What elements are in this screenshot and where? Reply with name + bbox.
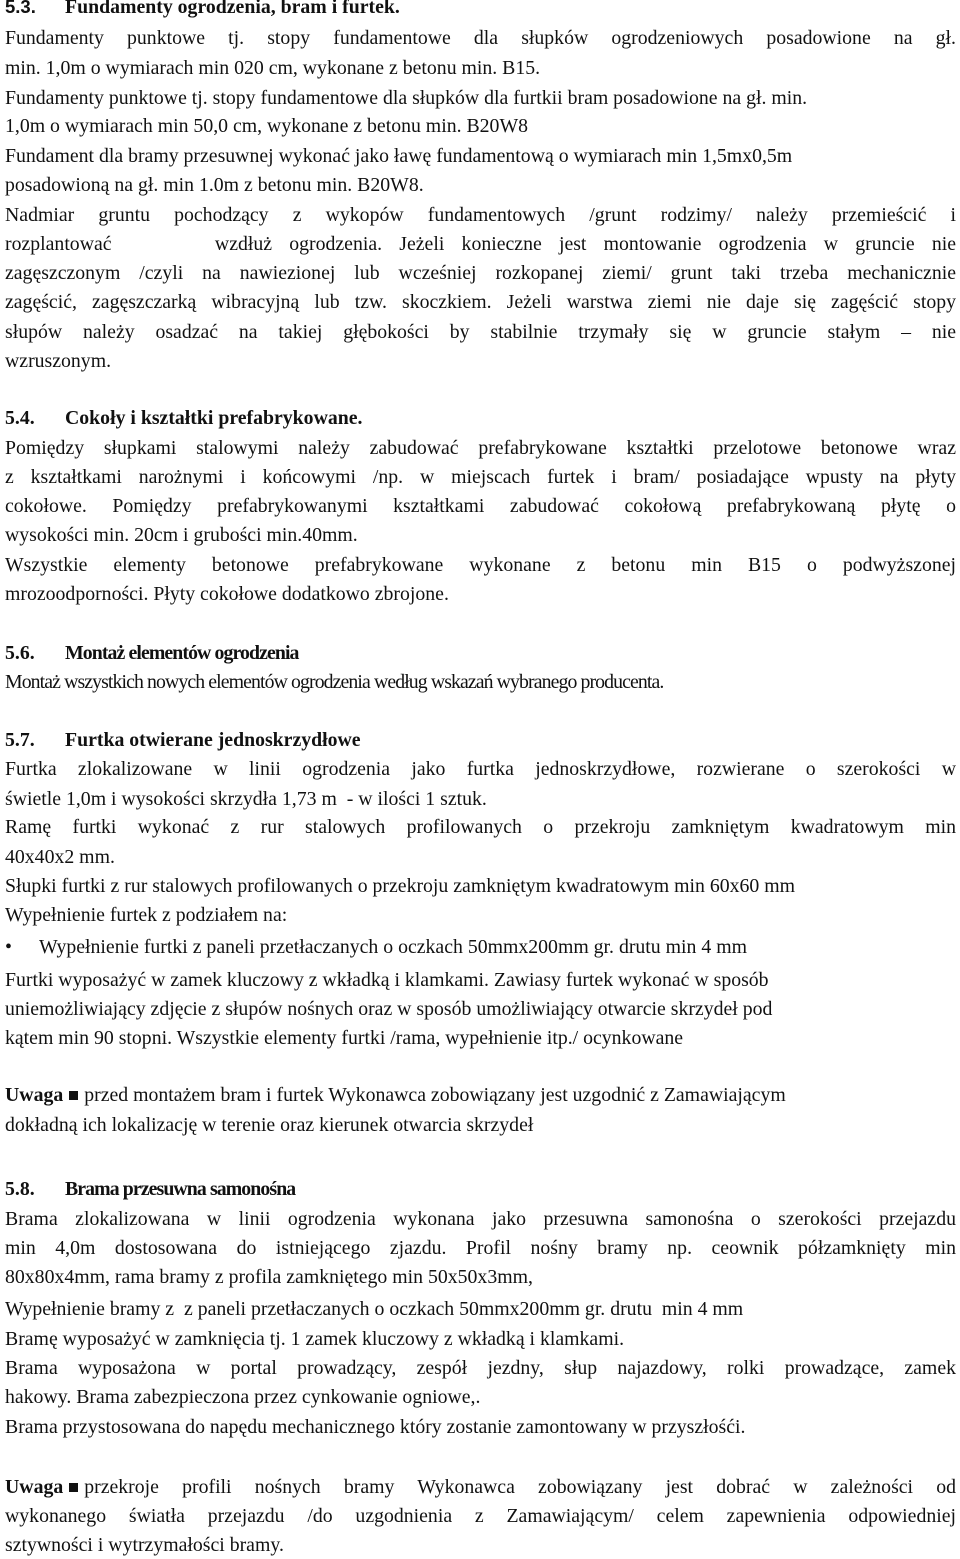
note-label: Uwaga	[5, 1476, 64, 1498]
paragraph-line: Brama wyposażona w portal prowadzący, zespół jezdny, słup najazdowy, rolki prowadzące, zamek	[5, 1357, 956, 1379]
bullet-item	[5, 934, 956, 961]
paragraph-line: mrozoodporności. Płyty cokołowe dodatkowo zbrojone.	[5, 583, 449, 605]
note-line: sztywności i wytrzymałości bramy.	[5, 1534, 284, 1556]
paragraph-line: z kształtkami narożnymi i końcowymi /np. w miejscach furtek i bram/ posiadające wpusty na płyty	[5, 466, 956, 488]
paragraph-line: Brama przystosowana do napędu mechanicznego który zostanie zamontowany w przyszłośći.	[5, 1416, 746, 1438]
paragraph-line: Wypełnienie furtek z podziałem na:	[5, 904, 288, 926]
paragraph-line: Wypełnienie bramy z z paneli przetłaczanych o oczkach 50mmx200mm gr. drutu min 4 mm	[5, 1298, 744, 1320]
note-line: dokładną ich lokalizację w terenie oraz kierunek otwarcia skrzydeł	[5, 1114, 534, 1136]
section-5-7-heading	[5, 727, 956, 754]
paragraph-line: Montaż wszystkich nowych elementów ogrodzenia według wskazań wybranego producenta.	[5, 671, 664, 693]
paragraph-line: Furtki wyposażyć w zamek kluczowy z wkładką i klamkami. Zawiasy furtek wykonać w sposób	[5, 969, 769, 991]
note-text: przed montażem bram i furtek Wykonawca zobowiązany jest uzgodnić z Zamawiającym	[84, 1084, 786, 1106]
paragraph-line: świetle 1,0m i wysokości skrzydła 1,73 m - w ilości 1 sztuk.	[5, 788, 487, 810]
paragraph-line: posadowioną na gł. min 1.0m z betonu min. B20W8.	[5, 174, 424, 196]
section-title: Fundamenty ogrodzenia, bram i furtek.	[65, 0, 400, 18]
paragraph-line: Furtka zlokalizowane w linii ogrodzenia jako furtka jednoskrzydłowe, rozwierane o szerokości w	[5, 758, 956, 780]
paragraph-line: Brama zlokalizowana w linii ogrodzenia wykonana jako przesuwna samonośna o szerokości przejazdu	[5, 1208, 956, 1230]
section-5-8-heading	[5, 1176, 956, 1203]
note-label: Uwaga	[5, 1084, 64, 1106]
section-number: 5.7.	[5, 729, 35, 751]
section-title: Montaż elementów ogrodzenia	[65, 642, 299, 664]
section-5-4-heading	[5, 405, 956, 432]
square-bullet-icon	[69, 1483, 78, 1492]
paragraph-line: Fundamenty punktowe tj. stopy fundamentowe dla słupków dla furtkii bram posadowione na gł. min.	[5, 87, 808, 109]
section-5-6-heading	[5, 640, 956, 667]
section-number: 5.4.	[5, 407, 35, 429]
paragraph-line: Pomiędzy słupkami stalowymi należy zabudować prefabrykowane kształtki przelotowe betonowe wraz	[5, 437, 956, 459]
paragraph-line: wzruszonym.	[5, 350, 112, 372]
square-bullet-icon	[69, 1091, 78, 1100]
paragraph-line: Słupki furtki z rur stalowych profilowanych o przekroju zamkniętym kwadratowym min 60x60 mm	[5, 875, 795, 897]
section-number: 5.8.	[5, 1178, 35, 1200]
paragraph-line: kątem min 90 stopni. Wszystkie elementy furtki /rama, wypełnienie itp./ ocynkowane	[5, 1027, 684, 1049]
paragraph-line: słupów należy osadzać na takiej głębokości by stabilnie trzymały się w gruncie stałym – nie	[5, 321, 956, 343]
paragraph-line: Bramę wyposażyć w zamknięcia tj. 1 zamek kluczowy z wkładką i klamkami.	[5, 1328, 625, 1350]
paragraph-line: cokołowe. Pomiędzy prefabrykowanymi kształtkami zabudować cokołową prefabrykowaną płytę o	[5, 495, 956, 517]
note-line: wykonanego światła przejazdu /do uzgodnienia z Zamawiającym/ celem zapewnienia odpowiedniej	[5, 1505, 956, 1527]
paragraph-line: zagęścić, zagęszczarką wibracyjną lub tzw. skoczkiem. Jeżeli warstwa ziemi nie daje się zagęścić stopy	[5, 291, 956, 313]
paragraph-line: zagęszczonym /czyli na nawiezionej lub wcześniej rozkopanej ziemi/ grunt taki trzeba mechanicznie	[5, 262, 956, 284]
section-title: Furtka otwierane jednoskrzydłowe	[65, 729, 361, 751]
bullet-icon: •	[5, 936, 12, 958]
paragraph-line: wysokości min. 20cm i grubości min.40mm.	[5, 524, 358, 546]
paragraph-line: Fundamenty punktowe tj. stopy fundamentowe dla słupków ogrodzeniowych posadowione na gł.	[5, 27, 956, 49]
note-line	[5, 1082, 956, 1109]
paragraph-line: Fundament dla bramy przesuwnej wykonać jako ławę fundamentową o wymiarach min 1,5mx0,5m	[5, 145, 793, 167]
section-title: Cokoły i kształtki prefabrykowane.	[65, 407, 363, 429]
section-number: 5.6.	[5, 642, 35, 664]
section-title: Brama przesuwna samonośna	[65, 1178, 296, 1200]
paragraph-line: Wszystkie elementy betonowe prefabrykowane wykonane z betonu min B15 o podwyższonej	[5, 554, 956, 576]
section-5-3-heading	[5, 0, 956, 21]
paragraph-line: Nadmiar gruntu pochodzący z wykopów fundamentowych /grunt rodzimy/ należy przemieścić i	[5, 204, 956, 226]
note-text: przekroje profili nośnych bramy Wykonawca zobowiązany jest dobrać w zależności od	[84, 1476, 956, 1498]
paragraph-line: 80x80x4mm, rama bramy z profila zamkniętego min 50x50x3mm,	[5, 1266, 533, 1288]
note-line	[5, 1474, 956, 1501]
section-number: 5.3.	[5, 0, 36, 17]
paragraph-line: uniemożliwiający zdjęcie z słupów nośnych oraz w sposób umożliwiający otwarcie skrzydeł pod	[5, 998, 773, 1020]
paragraph-line: 1,0m o wymiarach min 50,0 cm, wykonane z betonu min. B20W8	[5, 115, 529, 137]
paragraph-line: 40x40x2 mm.	[5, 846, 115, 868]
paragraph-line: Ramę furtki wykonać z rur stalowych profilowanych o przekroju zamkniętym kwadratowym min	[5, 816, 956, 838]
paragraph-line: min 4,0m dostosowana do istniejącego zjazdu. Profil nośny bramy np. ceownik półzamknięty min	[5, 1237, 956, 1259]
paragraph-line: min. 1,0m o wymiarach min 020 cm, wykonane z betonu min. B15.	[5, 57, 541, 79]
bullet-text: Wypełnienie furtki z paneli przetłaczanych o oczkach 50mmx200mm gr. drutu min 4 mm	[39, 936, 747, 958]
paragraph-line: rozplantować wzdłuż ogrodzenia. Jeżeli konieczne jest montowanie ogrodzenia w gruncie nie	[5, 233, 956, 255]
paragraph-line: hakowy. Brama zabezpieczona przez cynkowanie ogniowe,.	[5, 1386, 481, 1408]
